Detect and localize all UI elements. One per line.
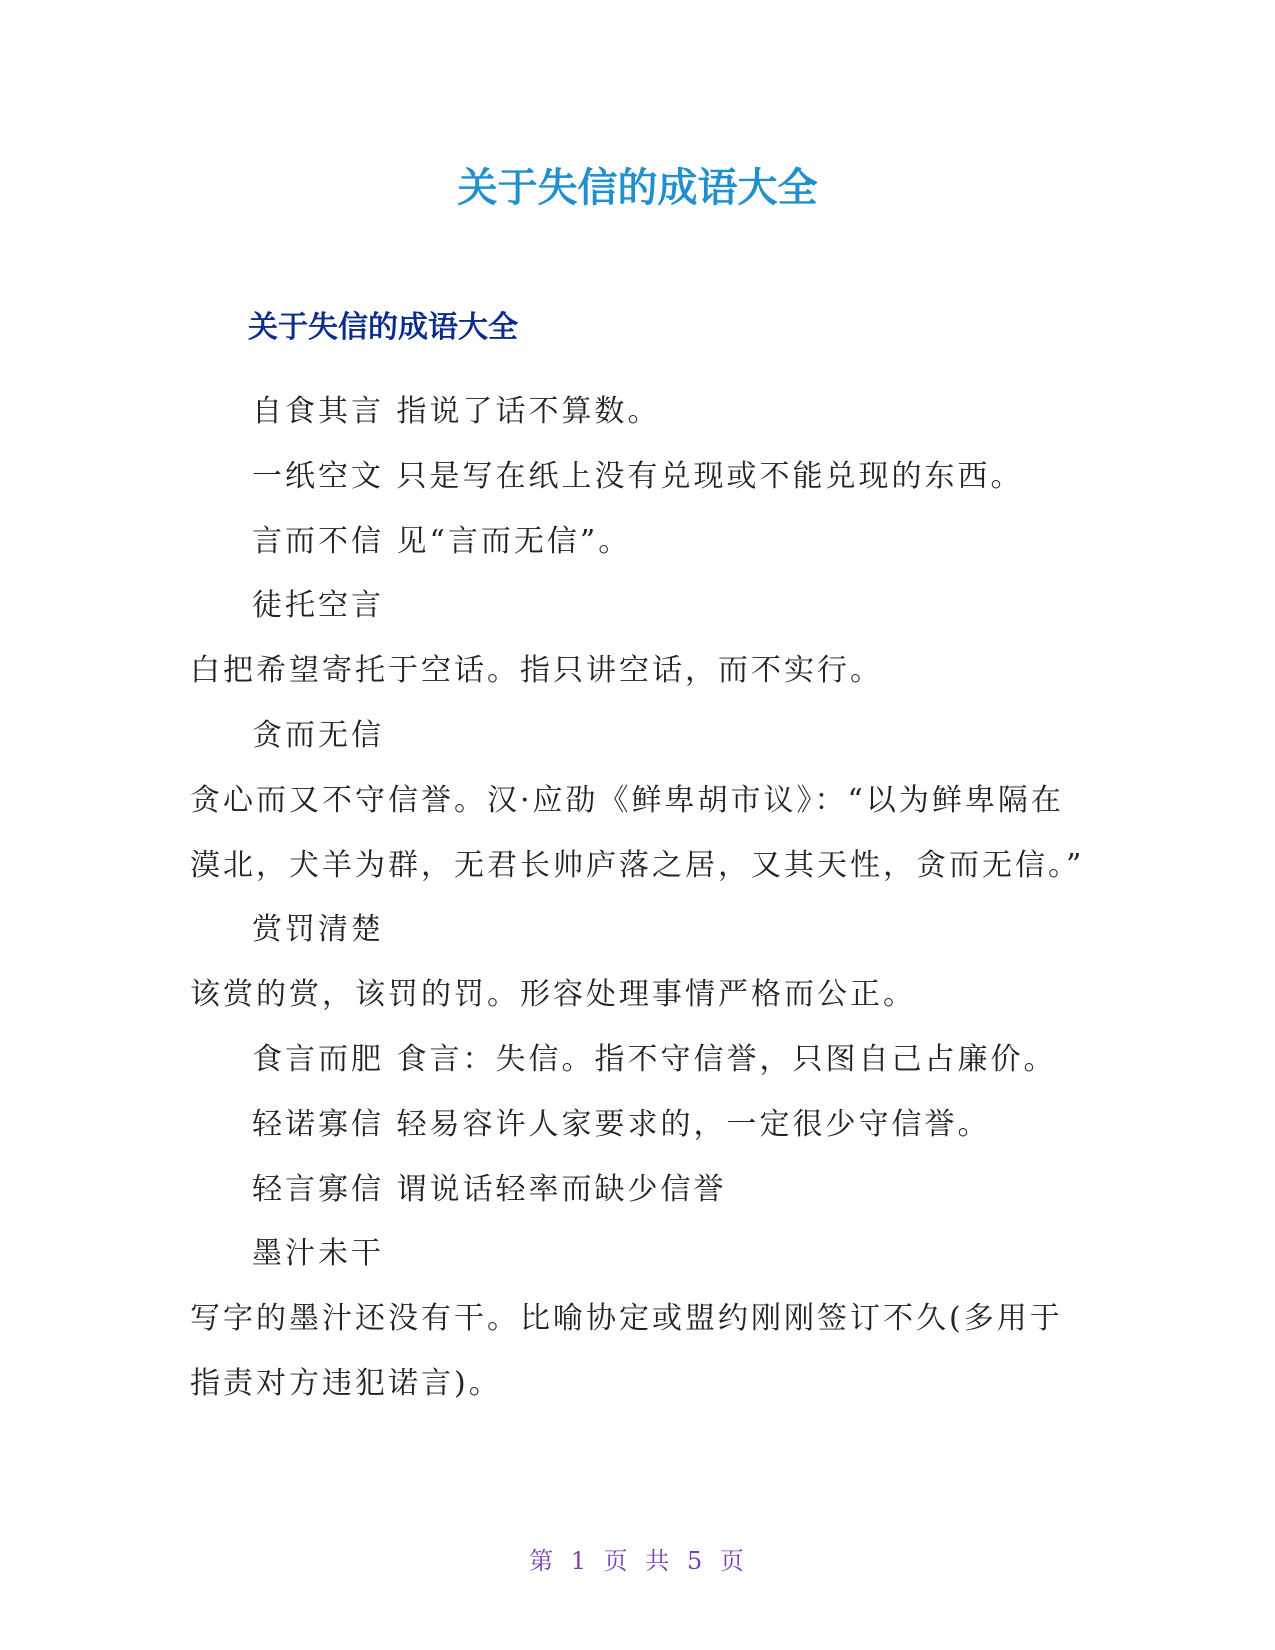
paragraph: 徒托空言 [252,588,384,624]
section-heading: 关于失信的成语大全 [248,310,518,345]
paragraph: 该赏的赏，该罚的罚。形容处理事情严格而公正。 [190,977,916,1013]
paragraph: 自食其言 指说了话不算数。 [252,394,661,429]
document-body [190,380,1090,1417]
paragraph: 轻言寡信 谓说话轻率而缺少信誉 [252,1171,727,1207]
paragraph: 白把希望寄托于空话。指只讲空话，而不实行。 [190,653,883,689]
page-footer: 第 1 页 共 5 页 [529,1547,746,1575]
paragraph: 贪心而又不守信誉。汉·应劭《鲜卑胡市议》：“以为鲜卑隔在漠北，犬羊为群，无君长帅庐落之居，又其天性，贪而无信。” [190,782,1085,883]
paragraph: 言而不信 见“言而无信”。 [252,523,632,559]
paragraph: 墨汁未干 [252,1236,384,1272]
paragraph: 赏罚清楚 [252,912,384,948]
paragraph: 写字的墨汁还没有干。比喻协定或盟约刚刚签订不久(多用于指责对方违犯诺言)。 [190,1301,1063,1401]
paragraph: 食言而肥 食言：失信。指不守信誉，只图自己占廉价。 [252,1041,1057,1077]
paragraph: 一纸空文 只是写在纸上没有兑现或不能兑现的东西。 [252,458,1024,494]
document-title: 关于失信的成语大全 [457,165,818,211]
paragraph: 贪而无信 [252,717,384,753]
paragraph: 轻诺寡信 轻易容许人家要求的，一定很少守信誉。 [252,1106,991,1142]
